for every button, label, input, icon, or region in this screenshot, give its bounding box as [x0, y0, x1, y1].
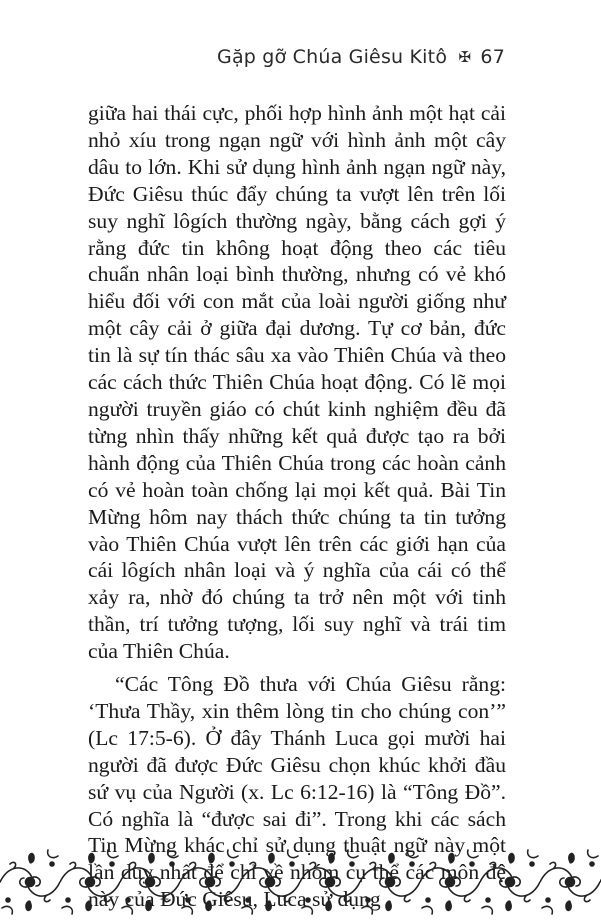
- body-text: [88, 100, 506, 913]
- cross-icon: ✠: [458, 48, 472, 66]
- paragraph-continuation: giữa hai thái cực, phối hợp hình ảnh một hạt cải nhỏ xíu trong ngạn ngữ với hình ảnh một cây dâu to lớn. Khi sử dụng hình ảnh ngạn ngữ này, Đức Giêsu thúc đẩy chúng ta vượt lên trên lối suy nghĩ lôgích thường ngày, bằng cách gợi ý rằng đức tin không hoạt động theo các tiêu chuẩn nhân loại bình thường, nhưng có vẻ khó hiểu đối với con mắt của loài người giống như một cây cải ở giữa đại dương. Tự cơ bản, đức tin là sự tín thác sâu xa vào Thiên Chúa và theo các cách thức Thiên Chúa hoạt động. Có lẽ mọi người truyền giáo có chút kinh nghiệm đều đã từng nhìn thấy những kết quả được tạo ra bởi hành động của Thiên Chúa trong các hoàn cảnh có vẻ hoàn toàn chống lại mọi kết quả. Bài Tin Mừng hôm nay thách thức chúng ta tin tưởng vào Thiên Chúa vượt lên trên các giới hạn của cái lôgích nhân loại và ý nghĩa của cái có thể xảy ra, nhờ đó chúng ta trở nên một với tinh thần, trí tưởng tượng, lối suy nghĩ và trái tim của Thiên Chúa.: [88, 101, 506, 664]
- page-number: 67: [480, 46, 505, 68]
- running-head: [217, 46, 505, 68]
- floral-border-ornament-icon: [0, 842, 601, 923]
- running-title: Gặp gỡ Chúa Giêsu Kitô: [217, 46, 448, 68]
- paragraph-apostles: “Các Tông Đồ thưa với Chúa Giêsu rằng: ‘Thưa Thầy, xin thêm lòng tin cho chúng con’” (Lc 17:5-6). Ở đây Thánh Luca gọi mười hai người đã được Đức Giêsu chọn khúc khởi đầu sứ vụ của Người (x. Lc 6:12-16) là “Tông Đồ”. Có nghĩa là “được sai đi”. Trong khi các sách: [88, 672, 506, 831]
